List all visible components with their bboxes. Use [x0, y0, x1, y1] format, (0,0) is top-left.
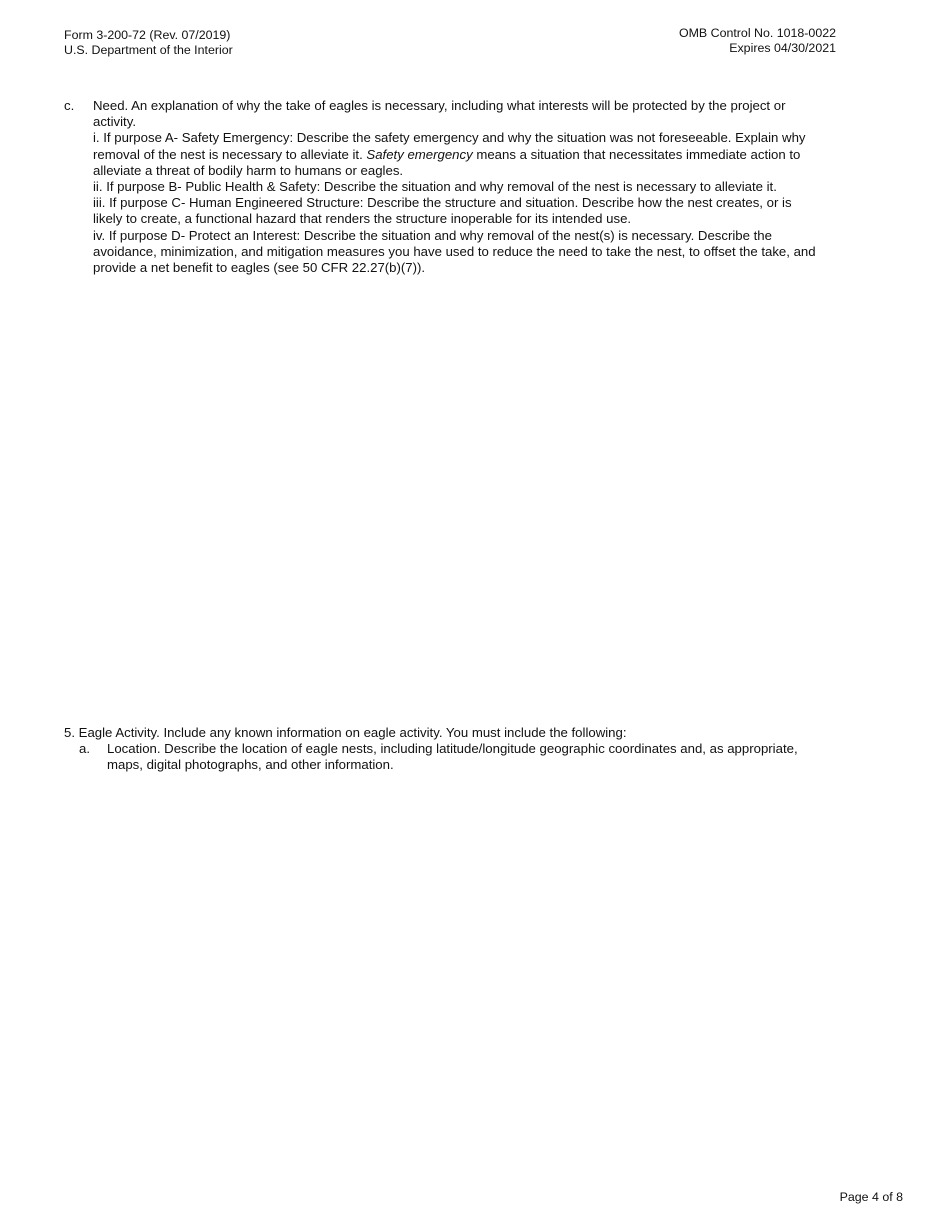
form-header-right [679, 26, 836, 56]
department-name: U.S. Department of the Interior [64, 43, 233, 57]
section-c-item-ii: ii. If purpose B- Public Health & Safety: Describe the situation and why removal of the nest is necessary to alleviate it. [93, 179, 777, 195]
page-number: Page 4 of 8 [839, 1190, 903, 1204]
section-5-heading: 5. Eagle Activity. Include any known information on eagle activity. You must include the following: [64, 725, 627, 740]
section-c-item-iii: iii. If purpose C- Human Engineered Structure: Describe the structure and situation. Describe how the nest creates, or is likely to create, a functional hazard that renders the structure inoperable for its intended use. [93, 195, 792, 227]
section-c-item-i [93, 130, 824, 179]
item-i-defined-term: Safety emergency [366, 146, 473, 162]
section-5-eagle-activity [64, 725, 804, 774]
form-header-left [64, 28, 233, 58]
section-c-body [93, 98, 824, 276]
item-a-marker: a. [79, 741, 90, 757]
item-i-text-start: i. If purpose A- Safety Emergency: Describe the safety emergency and why the situation was not foreseeable. Explain why removal of the nest is necessary to alleviate it. [93, 130, 806, 162]
section-5-item-a [79, 741, 804, 773]
form-number: Form 3-200-72 (Rev. 07/2019) [64, 28, 231, 42]
expiration-date: Expires 04/30/2021 [729, 41, 836, 55]
section-c-marker: c. [64, 98, 75, 113]
item-i-text-end: means a situation that necessitates immediate action to alleviate a threat of bodily harm to humans or eagles. [93, 146, 801, 178]
item-a-text: Location. Describe the location of eagle nests, including latitude/longitude geographic coordinates and, as appropriate, maps, digital photographs, and other information. [107, 741, 798, 773]
section-c-intro: Need. An explanation of why the take of eagles is necessary, including what interests will be protected by the project or activity. [93, 98, 786, 130]
section-c-item-iv: iv. If purpose D- Protect an Interest: Describe the situation and why removal of the nest(s) is necessary. Describe the avoidance, minimization, and mitigation measures you have used to reduce the need to take the nest, to offset the take, and provide a net benefit to eagles (see 50 CFR 22.27(b)(7)). [93, 227, 816, 276]
omb-control-number: OMB Control No. 1018-0022 [678, 26, 836, 40]
section-c-need [64, 98, 824, 276]
